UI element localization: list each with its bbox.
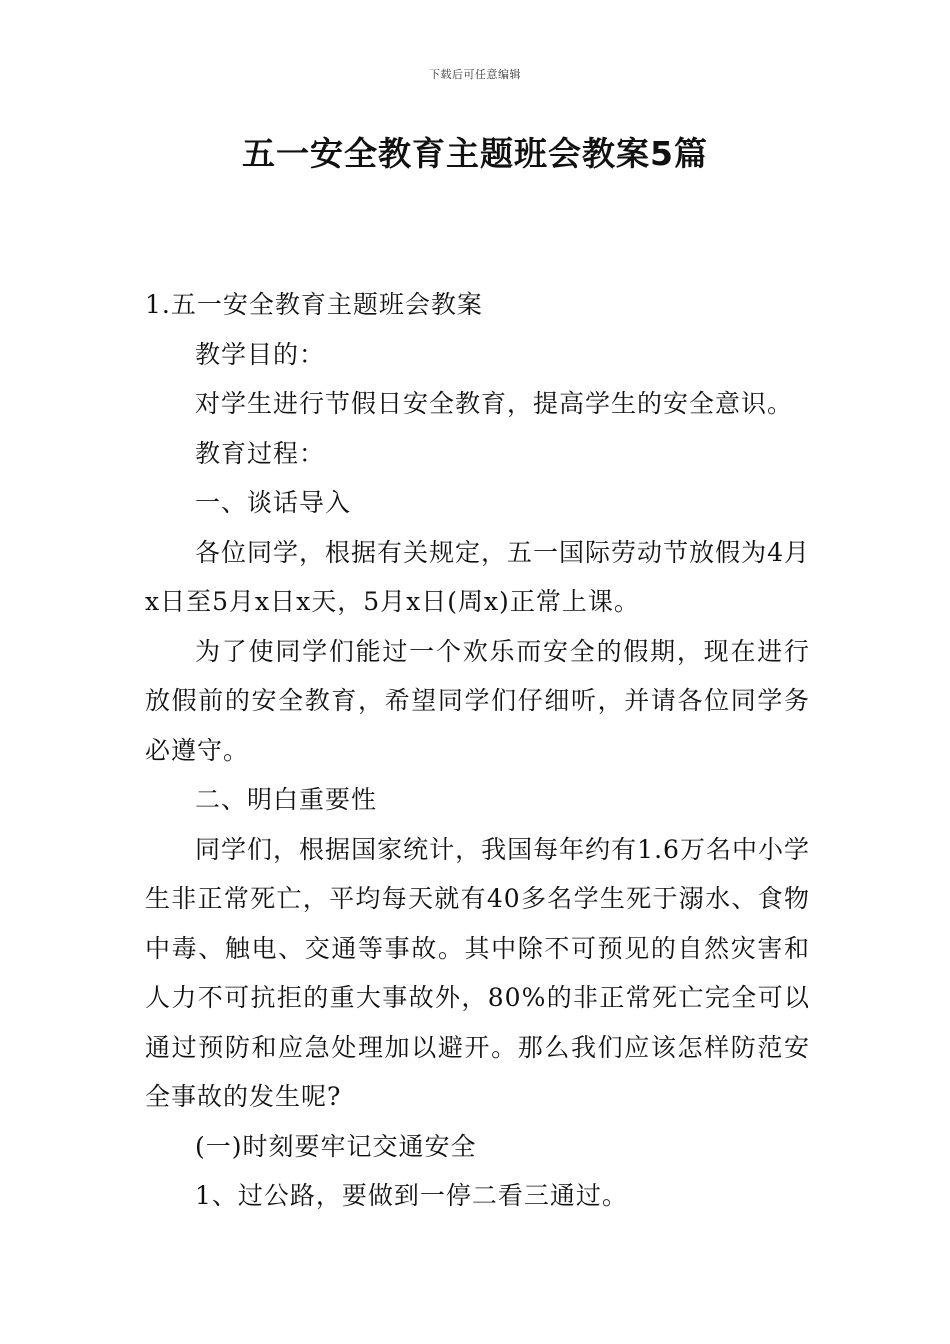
document-body bbox=[145, 280, 810, 1221]
paragraph: 对学生进行节假日安全教育，提高学生的安全意识。 bbox=[195, 389, 794, 418]
section-heading: 1.五一安全教育主题班会教案 bbox=[145, 290, 483, 319]
paragraph: 二、明白重要性 bbox=[195, 785, 378, 814]
paragraph: 各位同学，根据有关规定，五一国际劳动节放假为4月x日至5月x日x天，5月x日(周x)正常上课。 bbox=[145, 537, 810, 616]
document-title: 五一安全教育主题班会教案5篇 bbox=[242, 134, 708, 173]
paragraph: 1、过公路，要做到一停二看三通过。 bbox=[195, 1181, 628, 1210]
header-note: 下载后可任意编辑 bbox=[429, 68, 521, 81]
paragraph: 教学目的： bbox=[195, 339, 326, 369]
paragraph: 教育过程： bbox=[195, 438, 326, 468]
paragraph: 为了使同学们能过一个欢乐而安全的假期，现在进行放假前的安全教育，希望同学们仔细听，并请各位同学务必遵守。 bbox=[145, 636, 810, 765]
paragraph: 一、谈话导入 bbox=[195, 488, 352, 517]
paragraph: (一)时刻要牢记交通安全 bbox=[195, 1131, 477, 1161]
paragraph: 同学们，根据国家统计，我国每年约有1.6万名中小学生非正常死亡，平均每天就有40多名学生死于溺水、食物中毒、触电、交通等事故。其中除不可预见的自然灾害和人力不可抗拒的重大事故外，80%的非正常死亡完全可以通过预防和应急处理加以避开。那么我们应该怎样防范安全事故的发生呢? bbox=[145, 834, 810, 1111]
